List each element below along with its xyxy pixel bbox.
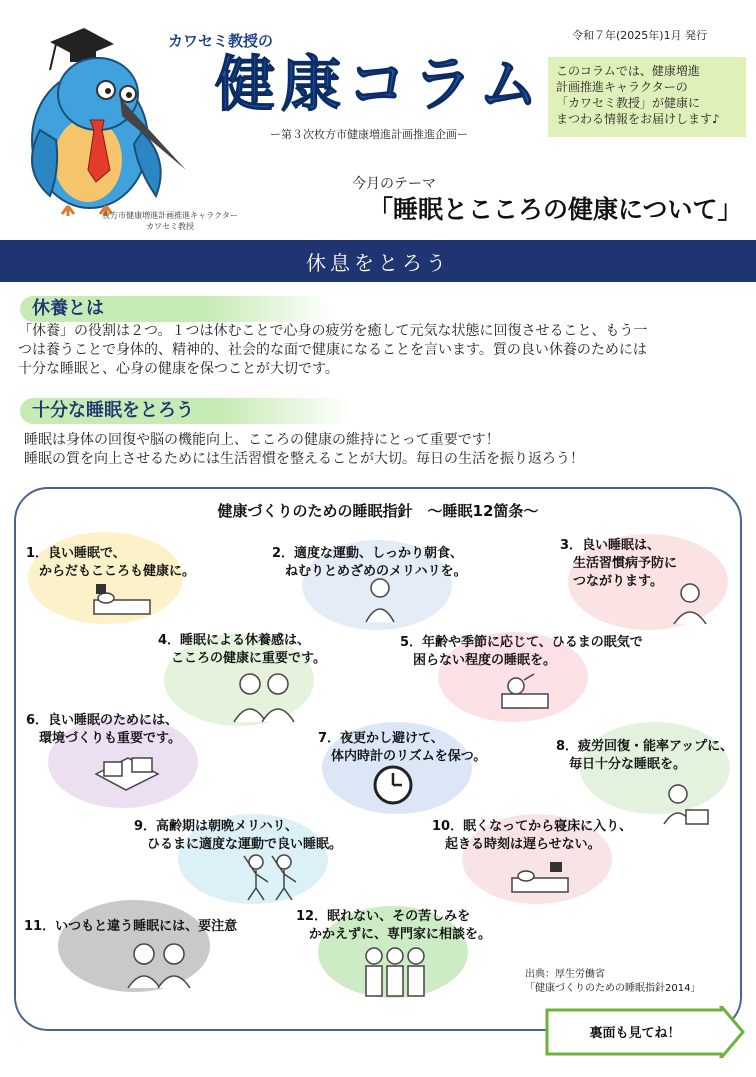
tip-line: 5．年齢や季節に応じて、ひるまの眠気で [400,635,643,650]
theme-label: 今月のテーマ [352,176,436,192]
source-line: 出典：厚生労働省 [525,969,605,980]
tip-10 [432,818,632,854]
tip-11 [24,918,237,936]
tip-line: 7．夜更かし避けて、 [318,731,444,746]
theme-title: 「睡眠とこころの健康について」 [368,195,743,224]
source-line: 「健康づくりのための睡眠指針2014」 [525,983,701,994]
person-icon [124,938,194,990]
laptop-icon [652,780,712,832]
intro-line: このコラムでは、健康増進 [556,64,700,78]
kingfisher-mascot-icon [10,20,190,220]
tip-line: 毎日十分な睡眠を。 [556,757,687,772]
tip-3 [560,537,677,591]
tip-12 [296,908,491,944]
tip-7 [318,730,486,766]
rest-line: つは養うことで身体的、精神的、社会的な面で健康になることを言います。質の良い休養のためには [18,342,647,358]
tip-line: 2．適度な運動、しっかり朝食、 [272,546,464,561]
tip-line: 8．疲労回復・能率アップに、 [556,739,734,754]
tip-6 [26,712,181,748]
sleep-heading: 十分な睡眠をとろう [20,398,352,424]
tip-line: こころの健康に重要です。 [158,651,326,666]
tip-line: かかえずに、専門家に相談を。 [296,927,492,942]
tip-5 [400,634,643,670]
issue-date: 令和７年(2025年)1月 発行 [572,29,708,42]
tip-line: ひるまに適度な運動で良い睡眠。 [134,837,343,852]
mascot-caption [70,210,270,232]
tip-4 [158,632,326,668]
mascot-caption-line: 枚方市健康増進計画推進キャラクター [102,211,238,220]
bed-icon [510,860,570,900]
tip-line: からだもこころも健康に。 [26,564,196,579]
bed-icon [500,670,550,716]
page-title: 健康コラム [215,50,545,120]
sleep-guide-title: 健康づくりのための睡眠指針 ～睡眠12箇条～ [217,502,539,520]
tip-line: 4．睡眠による休養感は、 [158,633,311,648]
person-icon [238,852,302,902]
tip-2 [272,545,467,581]
intro-box [548,57,746,137]
clock-icon [372,764,414,806]
intro-line: 計画推進キャラクターの [556,80,688,94]
tip-line: 10．眠くなってから寝床に入り、 [432,819,633,834]
person-icon [232,668,296,724]
tip-line: 困らない程度の睡眠を。 [400,653,557,668]
rest-line: 「休養」の役割は２つ。１つは休むことで心身の疲労を癒して元気な状態に回復させること、もう一 [18,323,648,339]
tip-line: ねむりとめざめのメリハリを。 [272,564,467,579]
tip-line: 12．眠れない、その苦しみを [296,909,471,924]
tip-line: 体内時計のリズムを保つ。 [318,749,487,764]
tip-line: 環境づくりも重要です。 [26,731,181,746]
sleep-line: 睡眠の質を向上させるためには生活習慣を整えることが大切。毎日の生活を振り返ろう！ [24,451,584,467]
tip-line: 生活習慣病予防に [560,556,678,571]
room-icon [92,744,162,798]
intro-line: 「カワセミ教授」が健康に [556,96,701,110]
tip-line: つながります。 [560,574,663,589]
rest-line: 十分な睡眠と、心身の健康を保つことが大切です。 [18,361,339,377]
tip-9 [134,818,342,854]
rest-heading: 休養とは [20,296,332,322]
tip-1 [26,545,195,581]
mascot-caption-line: カワセミ教授 [146,222,194,231]
tip-8 [556,738,733,774]
tip-line: 6．良い睡眠のためには、 [26,713,179,728]
tip-line: 3．良い睡眠は、 [560,538,661,553]
sleep-line: 睡眠は身体の回復や脳の機能向上、こころの健康の維持にとって重要です！ [24,432,500,448]
plan-line: ー第３次枚方市健康増進計画推進企画ー [270,128,468,141]
sleep-paragraph [24,431,744,469]
back-side-button[interactable]: 裏面も見てね！ [589,1026,681,1041]
source-citation [525,968,700,996]
tip-line: 1．良い睡眠で、 [26,546,126,561]
tip-line: 起きる時刻は遅らせない。 [432,837,601,852]
bed-icon [92,582,152,622]
column-subtitle: カワセミ教授の [168,32,274,50]
person-icon [360,944,430,1000]
rest-paragraph [18,322,743,379]
person-icon [360,574,400,624]
tip-line: 9．高齢期は朝晩メリハリ、 [134,819,299,834]
section-banner: 休息をとろう [0,240,756,282]
intro-line: まつわる情報をお届けします♪ [556,112,720,126]
tip-line: 11．いつもと違う睡眠には、要注意 [24,919,238,934]
